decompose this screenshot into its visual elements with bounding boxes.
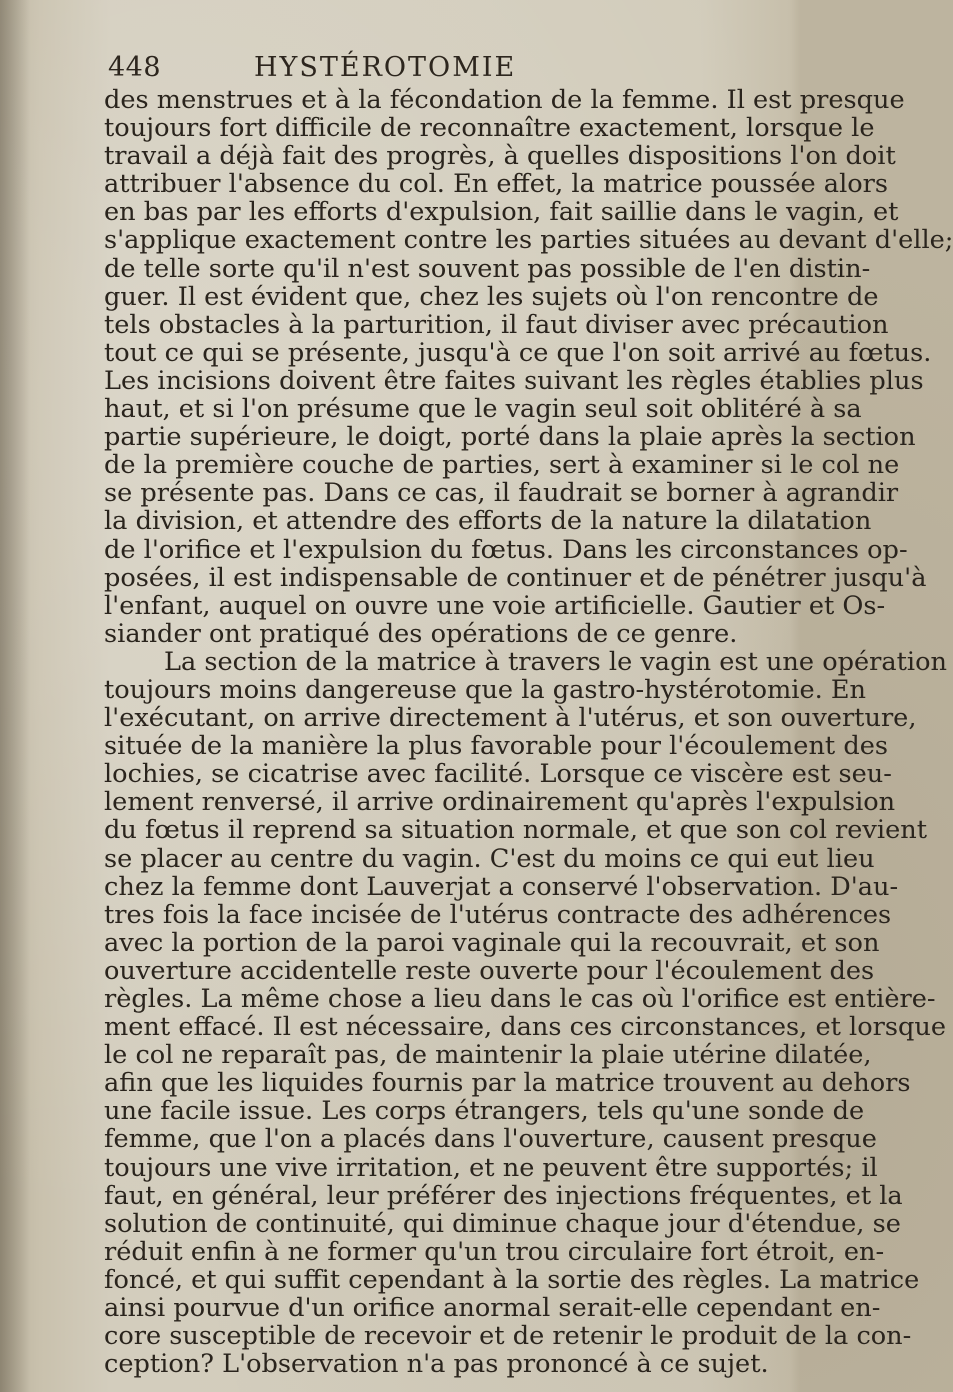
text-line: solution de continuité, qui diminue chaque jour d'étendue, se	[104, 1208, 901, 1239]
text-line: posées, il est indispensable de continuer et de pénétrer jusqu'à	[104, 562, 927, 593]
text-line: travail a déjà fait des progrès, à quelles dispositions l'on doit	[104, 141, 896, 172]
text-line: située de la manière la plus favorable pour l'écoulement des	[104, 731, 889, 762]
text-line: des menstrues et à la fécondation de la femme. Il est presque	[104, 85, 905, 115]
text-line: femme, que l'on a placés dans l'ouverture, causent presque	[104, 1124, 877, 1155]
page-number: 448	[108, 52, 162, 83]
text-line: avec la portion de la paroi vaginale qui la recouvrait, et son	[104, 927, 880, 958]
text-line: guer. Il est évident que, chez les sujets où l'on rencontre de	[104, 281, 879, 312]
text-line: partie supérieure, le doigt, porté dans la plaie après la section	[104, 422, 916, 453]
text-line: afin que les liquides fournis par la matrice trouvent au dehors	[104, 1068, 911, 1099]
page-shadow-edge	[0, 0, 30, 1392]
text-line: de telle sorte qu'il n'est souvent pas possible de l'en distin-	[104, 253, 871, 284]
text-line: de la première couche de parties, sert à examiner si le col ne	[104, 450, 900, 481]
text-line: l'exécutant, on arrive directement à l'utérus, et son ouverture,	[104, 703, 917, 734]
text-line: une facile issue. Les corps étrangers, tels qu'une sonde de	[104, 1096, 865, 1127]
text-line: Les incisions doivent être faites suivant les règles établies plus	[104, 365, 924, 396]
text-line: La section de la matrice à travers le vagin est une opération	[164, 646, 947, 677]
page-header	[104, 44, 780, 86]
text-line: du fœtus il reprend sa situation normale, et que son col revient	[104, 815, 927, 846]
text-line: de l'orifice et l'expulsion du fœtus. Dans les circonstances op-	[104, 534, 908, 565]
text-line: tres fois la face incisée de l'utérus contracte des adhérences	[104, 899, 892, 930]
text-line: chez la femme dont Lauverjat a conservé l'observation. D'au-	[104, 871, 899, 902]
text-line: l'enfant, auquel on ouvre une voie artificielle. Gautier et Os-	[104, 590, 886, 621]
text-line: tels obstacles à la parturition, il faut diviser avec précaution	[104, 309, 889, 340]
text-line: toujours une vive irritation, et ne peuvent être supportés; il	[104, 1152, 878, 1183]
running-title: HYSTÉROTOMIE	[254, 52, 517, 83]
text-line: lochies, se cicatrise avec facilité. Lorsque ce viscère est seu-	[104, 759, 892, 790]
text-line: ment effacé. Il est nécessaire, dans ces circonstances, et lorsque	[104, 1012, 946, 1043]
text-line: lement renversé, il arrive ordinairement qu'après l'expulsion	[104, 787, 896, 818]
text-line: toujours moins dangereuse que la gastro-hystérotomie. En	[104, 674, 867, 705]
text-line: ainsi pourvue d'un orifice anormal serait-elle cependant en-	[104, 1293, 881, 1324]
text-line: en bas par les efforts d'expulsion, fait saillie dans le vagin, et	[104, 197, 899, 228]
text-line: toujours fort difficile de reconnaître exactement, lorsque le	[104, 113, 875, 144]
text-line: ception? L'observation n'a pas prononcé à ce sujet.	[104, 1349, 769, 1380]
text-line: ouverture accidentelle reste ouverte pour l'écoulement des	[104, 955, 875, 986]
text-line: core susceptible de recevoir et de retenir le produit de la con-	[104, 1321, 912, 1352]
text-line: réduit enfin à ne former qu'un trou circulaire fort étroit, en-	[104, 1236, 885, 1267]
body-text	[104, 85, 953, 1380]
text-line: règles. La même chose a lieu dans le cas où l'orifice est entière-	[104, 984, 936, 1014]
text-line: faut, en général, leur préférer des injections fréquentes, et la	[104, 1180, 903, 1211]
text-line: attribuer l'absence du col. En effet, la matrice poussée alors	[104, 169, 889, 200]
text-line: s'applique exactement contre les parties situées au devant d'elle;	[104, 225, 953, 256]
text-line: haut, et si l'on présume que le vagin seul soit oblitéré à sa	[104, 394, 862, 425]
text-line: se présente pas. Dans ce cas, il faudrait se borner à agrandir	[104, 478, 899, 509]
text-line: le col ne reparaît pas, de maintenir la plaie utérine dilatée,	[104, 1040, 872, 1071]
text-line: la division, et attendre des efforts de la nature la dilatation	[104, 506, 872, 537]
text-line: foncé, et qui suffit cependant à la sortie des règles. La matrice	[104, 1264, 920, 1295]
text-line: se placer au centre du vagin. C'est du moins ce qui eut lieu	[104, 843, 875, 874]
book-page	[104, 44, 953, 1380]
text-line: tout ce qui se présente, jusqu'à ce que l'on soit arrivé au fœtus.	[104, 337, 932, 368]
text-line: siander ont pratiqué des opérations de ce genre.	[104, 618, 738, 649]
